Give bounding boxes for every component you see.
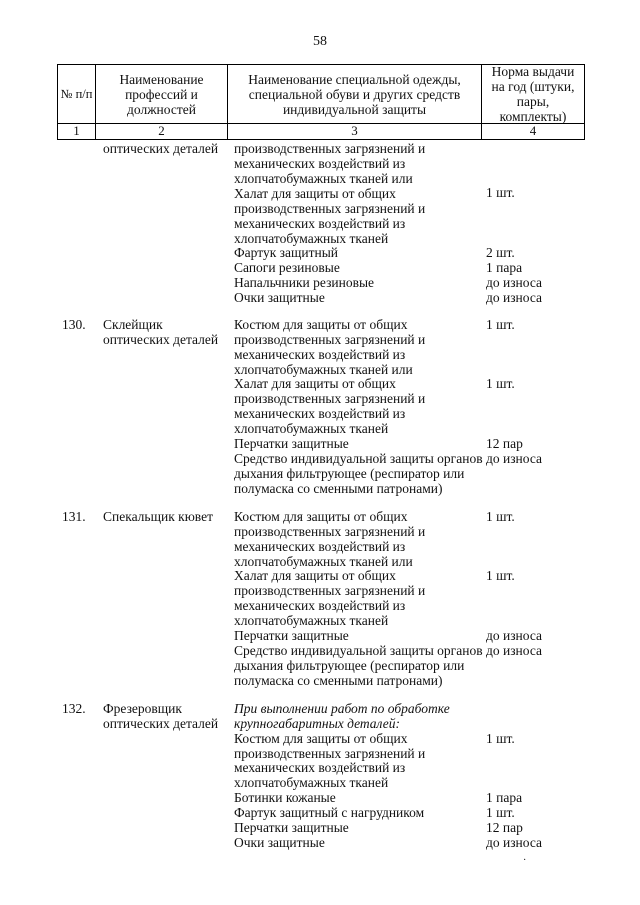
profession-name: оптических деталей [103, 141, 219, 156]
equipment-item: Костюм для защиты от общих [234, 731, 408, 746]
profession-name: Спекальщик кювет [103, 509, 213, 524]
norm-value: 1 шт. [486, 509, 515, 524]
equipment-item: хлопчатобумажных тканей или [234, 171, 413, 186]
header-text: Наименование специальной одежды, [248, 71, 461, 87]
header-text: на год (штуки, [491, 79, 575, 94]
equipment-item: Костюм для защиты от общих [234, 509, 408, 524]
entry-number: 131. [62, 509, 86, 524]
page-number: 58 [313, 34, 327, 49]
equipment-item: Фартук защитный [234, 245, 338, 260]
column-number: 1 [73, 123, 80, 138]
table-header [57, 64, 585, 140]
equipment-item: механических воздействий из [234, 347, 406, 362]
entry-number: 132. [62, 701, 86, 716]
equipment-item: Напальчники резиновые [234, 275, 375, 290]
equipment-item: Ботинки кожаные [234, 790, 336, 805]
equipment-item: механических воздействий из [234, 216, 406, 231]
column-number: 4 [529, 123, 537, 138]
norm-value: 1 шт. [486, 568, 515, 583]
norm-value: 1 шт. [486, 185, 515, 200]
equipment-item: Халат для защиты от общих [234, 568, 396, 583]
equipment-item: полумаска со сменными патронами) [234, 481, 443, 496]
norm-value: 1 шт. [486, 731, 515, 746]
column-number: 2 [158, 123, 165, 138]
profession-name: оптических деталей [103, 332, 219, 347]
norm-value: 1 пара [486, 790, 523, 805]
equipment-item: Перчатки защитные [234, 820, 349, 835]
equipment-item: производственных загрязнений и [234, 201, 426, 216]
equipment-item: производственных загрязнений и [234, 391, 426, 406]
norm-value: до износа [486, 275, 543, 290]
equipment-item: производственных загрязнений и [234, 141, 426, 156]
header-col-equipment [228, 65, 481, 123]
equipment-item: механических воздействий из [234, 539, 406, 554]
header-col-profession [96, 65, 227, 123]
equipment-item: хлопчатобумажных тканей или [234, 554, 413, 569]
equipment-item: хлопчатобумажных тканей [234, 421, 389, 436]
header-text: должностей [127, 101, 196, 117]
column-number: 3 [351, 123, 358, 138]
header-text: индивидуальной защиты [282, 101, 427, 117]
equipment-item: Средство индивидуальной защиты органов [234, 643, 483, 658]
equipment-item: хлопчатобумажных тканей [234, 775, 389, 790]
header-text: Наименование [119, 71, 204, 87]
norm-value: до износа [486, 643, 543, 658]
profession-name: Склейщик [103, 317, 163, 332]
equipment-item: Очки защитные [234, 835, 325, 850]
equipment-item: Фартук защитный с нагрудником [234, 805, 425, 820]
equipment-item: механических воздействий из [234, 406, 406, 421]
equipment-item: Сапоги резиновые [234, 260, 340, 275]
equipment-item: производственных загрязнений и [234, 746, 426, 761]
equipment-item: производственных загрязнений и [234, 583, 426, 598]
equipment-item: Перчатки защитные [234, 436, 349, 451]
header-text: пары, [516, 94, 550, 109]
equipment-item: Очки защитные [234, 290, 325, 305]
entry-number: 130. [62, 317, 86, 332]
norm-value: до износа [486, 835, 543, 850]
equipment-item: механических воздействий из [234, 156, 406, 171]
equipment-item: Халат для защиты от общих [234, 376, 396, 391]
profession-name: оптических деталей [103, 716, 219, 731]
equipment-item: производственных загрязнений и [234, 524, 426, 539]
equipment-item: дыхания фильтрующее (респиратор или [234, 466, 465, 481]
equipment-item: хлопчатобумажных тканей [234, 613, 389, 628]
section-subheading: При выполнении работ по обработке [234, 701, 450, 716]
equipment-item: механических воздействий из [234, 598, 406, 613]
section-subheading: крупногабаритных деталей: [234, 716, 401, 731]
norm-value: 1 шт. [486, 317, 515, 332]
norm-value: до износа [486, 290, 543, 305]
profession-name: Фрезеровщик [103, 701, 182, 716]
norm-value: 2 шт. [486, 245, 515, 260]
norm-value: 1 шт. [486, 376, 515, 391]
norm-value: 12 пар [486, 820, 523, 835]
equipment-item: дыхания фильтрующее (респиратор или [234, 658, 465, 673]
equipment-item: хлопчатобумажных тканей или [234, 362, 413, 377]
header-text: комплекты) [499, 109, 567, 124]
norm-value: 1 шт. [486, 805, 515, 820]
equipment-item: механических воздействий из [234, 760, 406, 775]
header-col-norm [482, 65, 584, 123]
equipment-item: Костюм для защиты от общих [234, 317, 408, 332]
header-text: специальной обуви и других средств [248, 86, 461, 102]
norm-value: 12 пар [486, 436, 523, 451]
norm-value: до износа [486, 628, 543, 643]
equipment-item: производственных загрязнений и [234, 332, 426, 347]
norm-value: 1 пара [486, 260, 523, 275]
header-text: профессий и [125, 86, 198, 102]
equipment-item: Перчатки защитные [234, 628, 349, 643]
equipment-item: Халат для защиты от общих [234, 186, 396, 201]
header-col-number: № п/п [60, 86, 93, 101]
norm-value: до износа [486, 451, 543, 466]
equipment-item: полумаска со сменными патронами) [234, 673, 443, 688]
equipment-item: хлопчатобумажных тканей [234, 231, 389, 246]
equipment-item: Средство индивидуальной защиты органов [234, 451, 483, 466]
scan-mark: · [523, 855, 527, 866]
header-text: Норма выдачи [491, 64, 575, 79]
